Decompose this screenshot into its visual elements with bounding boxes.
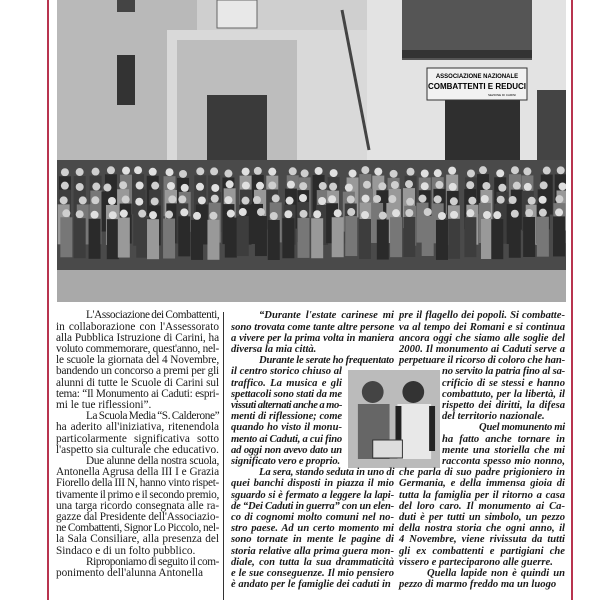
crowd-person-head [511,210,519,218]
crowd-person-head [345,184,353,192]
text-line: diversa la mia città. [231,344,317,355]
text-line: ha fatto anche tornare in [442,433,565,445]
crowd-person-head [122,196,130,204]
crowd-person-body [60,217,72,257]
crowd-person-head [301,169,309,177]
crowd-person-head [284,210,292,218]
text-line: mento ai Caduti, a cui fino [231,433,342,445]
crowd-person-head [418,195,426,203]
text-line: alla Pubblica Istruzione di Carini, ha [56,331,219,344]
crowd-person-body [390,217,402,257]
crowd-person-head [315,167,323,175]
crowd-person-body [74,218,86,258]
crowd-person-head [497,196,505,204]
crowd-person-head [62,209,70,217]
crowd-person-head [134,166,142,174]
text-line: l'aspetto sia culturale che educativo. [56,443,219,456]
crowd-person-head [286,197,294,205]
crowd-person-head [392,209,400,217]
text-line: Due alunne della nostra scuola, [86,455,219,467]
text-line: ad oggi non avevo dato un [231,444,342,456]
crowd-person-head [363,181,371,189]
text-line: il centro storico chiuso al [231,366,342,378]
text-line: diale, con tutta la sua drammaticità [231,556,394,568]
crowd-person-head [91,211,99,219]
crowd-person-head [242,182,250,190]
text-line: co di cognomi molto comuni nel no- [231,512,394,523]
text-line: Quella lapide non è quindi un [427,568,565,579]
crowd-person-head [555,208,563,216]
crowd-person-body [377,220,389,260]
crowd-person-head [211,184,219,192]
left-margin-line [47,0,49,600]
crowd-person-head [509,196,517,204]
crowd-person-head [362,195,370,203]
crowd-person-head [406,198,414,206]
text-line: ne Combattenti, Signor Lo Piccolo, nel- [56,522,219,535]
crowd-person-head [528,197,536,205]
crowd-person-head [287,181,295,189]
crowd-person-head [242,197,250,205]
crowd-person-head [151,197,159,205]
text-line: che parla di suo padre prigioniero in [399,467,565,479]
crowd-person-head [450,197,458,205]
crowd-person-head [91,196,99,204]
svg-text:COMBATTENTI E REDUCI: COMBATTENTI E REDUCI [427,82,527,91]
crowd-person-head [405,180,413,188]
text-line: menti di riflessione; come [231,411,342,423]
svg-text:SEZIONE DI CARINI: SEZIONE DI CARINI [487,93,517,97]
crowd-person-body [298,218,310,258]
text-line: “Durante l'estate carinese mi [259,310,394,322]
text-line: 4 Novembre, viene rivissuta da tutti [399,534,565,546]
crowd-person-head [330,169,338,177]
text-line: gli ex combattenti e partigiani che [399,545,565,557]
crowd-person-head [210,167,218,175]
crowd-person-head [256,182,264,190]
crowd-person-head [434,195,442,203]
crowd-person-head [198,196,206,204]
crowd-person-head [226,180,234,188]
crowd-person-head [539,209,547,217]
text-line: Antonella Agrusa della III I e Grazia [56,466,219,479]
crowd-person-head [482,182,490,190]
crowd-person-head [254,167,262,175]
text-line: della nostra storia che ogni anno, il [399,523,565,535]
crowd-person-head [390,170,398,178]
crowd-person-head [438,212,446,220]
crowd-person-head [513,182,521,190]
crowd-person-head [92,168,100,176]
crowd-person-head [435,181,443,189]
crowd-person-head [61,182,69,190]
crowd-person-head [318,197,326,205]
text-line: storia relative alla prima guera mon- [231,545,394,557]
crowd-person-body [436,220,448,260]
association-sign [427,68,527,100]
crowd-person-head [242,168,250,176]
crowd-person-body [523,217,535,257]
crowd-person-body [163,219,175,259]
crowd-person-head [257,208,265,216]
text-line: gazze dal Presidente dell'Associazio- [56,511,220,523]
text-line: Germania, e della immensa gioia di [399,478,565,490]
crowd-person-head [108,197,116,205]
text-line: de “Dei Caduti in guerra” con un elen- [231,500,394,512]
crowd-person-head [109,211,117,219]
text-line: Sindaco e di un folto pubblico. [56,544,196,557]
text-line: ha aderito all'iniziativa, ritenendola [56,421,219,434]
text-line: Riproponiamo di seguito il com- [86,555,219,568]
crowd-person-body [481,219,493,259]
crowd-person-head [180,208,188,216]
crowd-person-body [255,216,267,256]
crowd-person-head [181,184,189,192]
crowd-person-body [345,216,357,256]
crowd-person-head [388,195,396,203]
crowd-person-head [268,168,276,176]
crowd-person-head [540,181,548,189]
text-line: in collaborazione con l'Assessorato [56,320,219,333]
crowd-person-head [496,169,504,177]
crowd-person-body [509,218,521,258]
text-line: La Scuola Media “S. Calderone” [86,410,220,423]
crowd-person-head [61,168,69,176]
crowd-person-body [118,218,130,258]
crowd-person-head [107,166,115,174]
crowd-person-head [524,183,532,191]
crowd-person-head [272,194,280,202]
crowd-person-head [239,208,247,216]
crowd-person-head [79,196,87,204]
crowd-person-head [467,169,475,177]
text-line: alunni di tutte le Scuole di Carini sul [56,376,219,389]
crowd-person-head [209,212,217,220]
crowd-person-head [60,196,68,204]
text-line: significato vero e proprio. [231,456,341,467]
text-line: le scuole la giornata del 4 Novembre, [56,354,219,367]
text-line: tutta la famiglia per il ritorno a casa [399,489,565,501]
crowd-person-head [479,166,487,174]
crowd-person-body [225,218,237,258]
crowd-person-body [422,216,434,256]
text-line: va al tempo dei Romani e si continua [399,321,565,333]
crowd-person-head [378,182,386,190]
crowd-person-head [149,211,157,219]
text-line: vissero e parteciparono alle guerre. [399,556,553,568]
crowd-person-body [448,219,460,259]
crowd-person-body [147,219,159,259]
crowd-person-body [178,216,190,256]
crowd-person-head [196,183,204,191]
text-line: sono trovata come tante altre persone [231,321,395,333]
crowd-person-head [511,166,519,174]
text-line: stro paese. Ad un certo momento mi [231,523,394,535]
crowd-person-head [539,196,547,204]
crowd-person-head [92,183,100,191]
crowd-person-head [373,195,381,203]
crowd-person-head [149,168,157,176]
crowd-person-head [167,182,175,190]
crowd-person-head [424,208,432,216]
crowd-person-body [553,216,565,256]
crowd-person-head [76,168,84,176]
crowd-person-head [270,212,278,220]
crowd-person-head [421,169,429,177]
crowd-person-body [268,220,280,260]
text-line: 2000. Il monumento ai Caduti serve a [399,344,565,355]
crowd-person-head [268,181,276,189]
text-line: una targa ricordo consegnata alle ra- [56,499,219,512]
crowd-person-body [282,218,294,258]
crowd-person-head [483,211,491,219]
group-photo [57,0,566,302]
text-line: combattuto, per la libertà, il [442,388,565,400]
text-line: è andato per le famiglie dei caduti in [231,579,391,591]
crowd-person-head [76,183,84,191]
crowd-person-body [191,220,203,260]
crowd-person-head [328,195,336,203]
crowd-person-body [464,217,476,257]
crowd-person-head [120,210,128,218]
crowd-person-head [347,208,355,216]
crowd-person-head [391,181,399,189]
crowd-person-head [289,167,297,175]
text-line: particolarmente significativa sotto [56,432,219,445]
text-line: racconta spesso mio nonno, [442,456,565,467]
crowd-person-head [313,210,321,218]
text-line: a vivere per la prima volta in maniera [231,332,394,344]
crowd-person-head [179,170,187,178]
crowd-person-body [207,220,219,260]
crowd-person-head [165,211,173,219]
crowd-person-body [537,217,549,257]
crowd-person-head [347,195,355,203]
crowd-person-head [138,210,146,218]
text-line: del loro caro. Il monumento ai Ca- [399,500,565,512]
crowd-person-head [178,195,186,203]
text-line: quei banchi disposti in piazza il mio [231,478,394,490]
crowd-person-body [491,219,503,259]
crowd-person-head [122,167,130,175]
svg-text:ASSOCIAZIONE NAZIONALE: ASSOCIAZIONE NAZIONALE [435,74,519,80]
text-line: crificio di se stessi e hanno [442,377,565,389]
text-line: pre il flagello dei popoli. Si combatte- [399,310,565,322]
text-line: duti è per tutti un simbolo, un pezzo [399,512,565,523]
crowd-person-body [311,218,323,258]
text-line: del territorio nazionale. [442,411,545,423]
crowd-person-head [449,183,457,191]
text-line: sguardo si è fermato a leggere la lapi- [231,489,394,501]
text-line: Fiorello della III N, hanno vinto rispet- [56,477,219,490]
crowd-person-head [119,181,127,189]
right-margin-line [571,0,573,600]
text-line: vissuti alternati anche a mo- [231,400,342,411]
text-line: La sera, stando seduta in uno di [259,467,395,479]
crowd-person-body [359,219,371,259]
crowd-person-head [151,182,159,190]
crowd-person-head [525,209,533,217]
crowd-person-head [379,212,387,220]
crowd-person-head [135,198,143,206]
text-line: mente una storiella che mi [442,444,565,456]
crowd-person-head [407,168,415,176]
text-line: mi le tue riflessioni”. [56,399,152,411]
crowd-person-head [523,167,531,175]
crowd-person-head [434,169,442,177]
text-line: e le sue conseguenze. Il mio pensiero [231,568,394,579]
crowd-person-head [405,209,413,217]
crowd-person-head [211,195,219,203]
crowd-person-head [193,212,201,220]
crowd-person-head [498,184,506,192]
text-line: spettacoli sono stati da me [231,388,342,400]
crowd-person-head [361,166,369,174]
crowd-person-head [466,181,474,189]
crowd-person-head [361,211,369,219]
crowd-person-head [349,169,357,177]
crowd-person-head [76,210,84,218]
crowd-person-head [253,196,261,204]
students-photo [348,370,440,468]
crowd-person-head [466,209,474,217]
crowd-person-body [237,216,249,256]
crowd-person-head [481,195,489,203]
crowd-person-head [224,196,232,204]
crowd-person-head [166,168,174,176]
text-line: rispetto dei diritti, la difesa [442,400,565,411]
crowd-person-head [299,194,307,202]
crowd-person-head [196,167,204,175]
text-line: Durante le serate ho frequentato [259,355,394,367]
text-line: la Sala Consiliare, alla presenza del [56,533,219,546]
crowd-person-head [555,195,563,203]
text-line: ancora oggi che siamo alle soglie del [399,332,565,344]
text-line: traffico. La musica e gli [231,377,342,389]
text-line: no servito la patria fino al sa- [442,366,565,378]
crowd-person-body [332,217,344,257]
text-line: pezzo di marmo freddo ma un luogo [399,579,557,591]
crowd-person-head [468,197,476,205]
crowd-person-head [300,210,308,218]
text-line: tema: “Il Monumento ai Caduti: espri- [56,387,219,400]
crowd-person-head [450,211,458,219]
text-line: sono tornate in mente le pagine di [231,534,394,546]
text-line: tivamente il primo e il secondo premio, [56,488,219,501]
crowd-person-head [334,209,342,217]
crowd-person-head [329,183,337,191]
crowd-person-head [421,182,429,190]
text-line: ponimento dell'alunna Antonella [56,567,203,579]
crowd-person-head [557,166,565,174]
column-divider [223,312,224,600]
crowd-person-head [374,168,382,176]
text-line: Quel momunento mi [479,422,565,434]
crowd-person-head [448,167,456,175]
crowd-person-head [168,195,176,203]
crowd-person-head [224,170,232,178]
text-line: quando ho visto il monu- [231,422,342,434]
text-line: bandendo un concorso a premi per gli [56,365,219,378]
crowd-person-body [136,218,148,258]
text-line: perpetuare il ricorso di coloro che han- [399,355,566,367]
crowd-person-body [89,219,101,259]
crowd-person-head [493,211,501,219]
crowd-person-head [543,167,551,175]
crowd-person-head [227,210,235,218]
crowd-person-head [299,182,307,190]
crowd-person-head [319,182,327,190]
text-line: voluto commemorare, quest'anno, nel- [56,343,219,355]
crowd-person-head [103,184,111,192]
crowd-person-body [403,217,415,257]
text-line: L'Associazione dei Combattenti, [86,309,220,322]
crowd-person-head [136,182,144,190]
crowd-person-body [107,219,119,259]
